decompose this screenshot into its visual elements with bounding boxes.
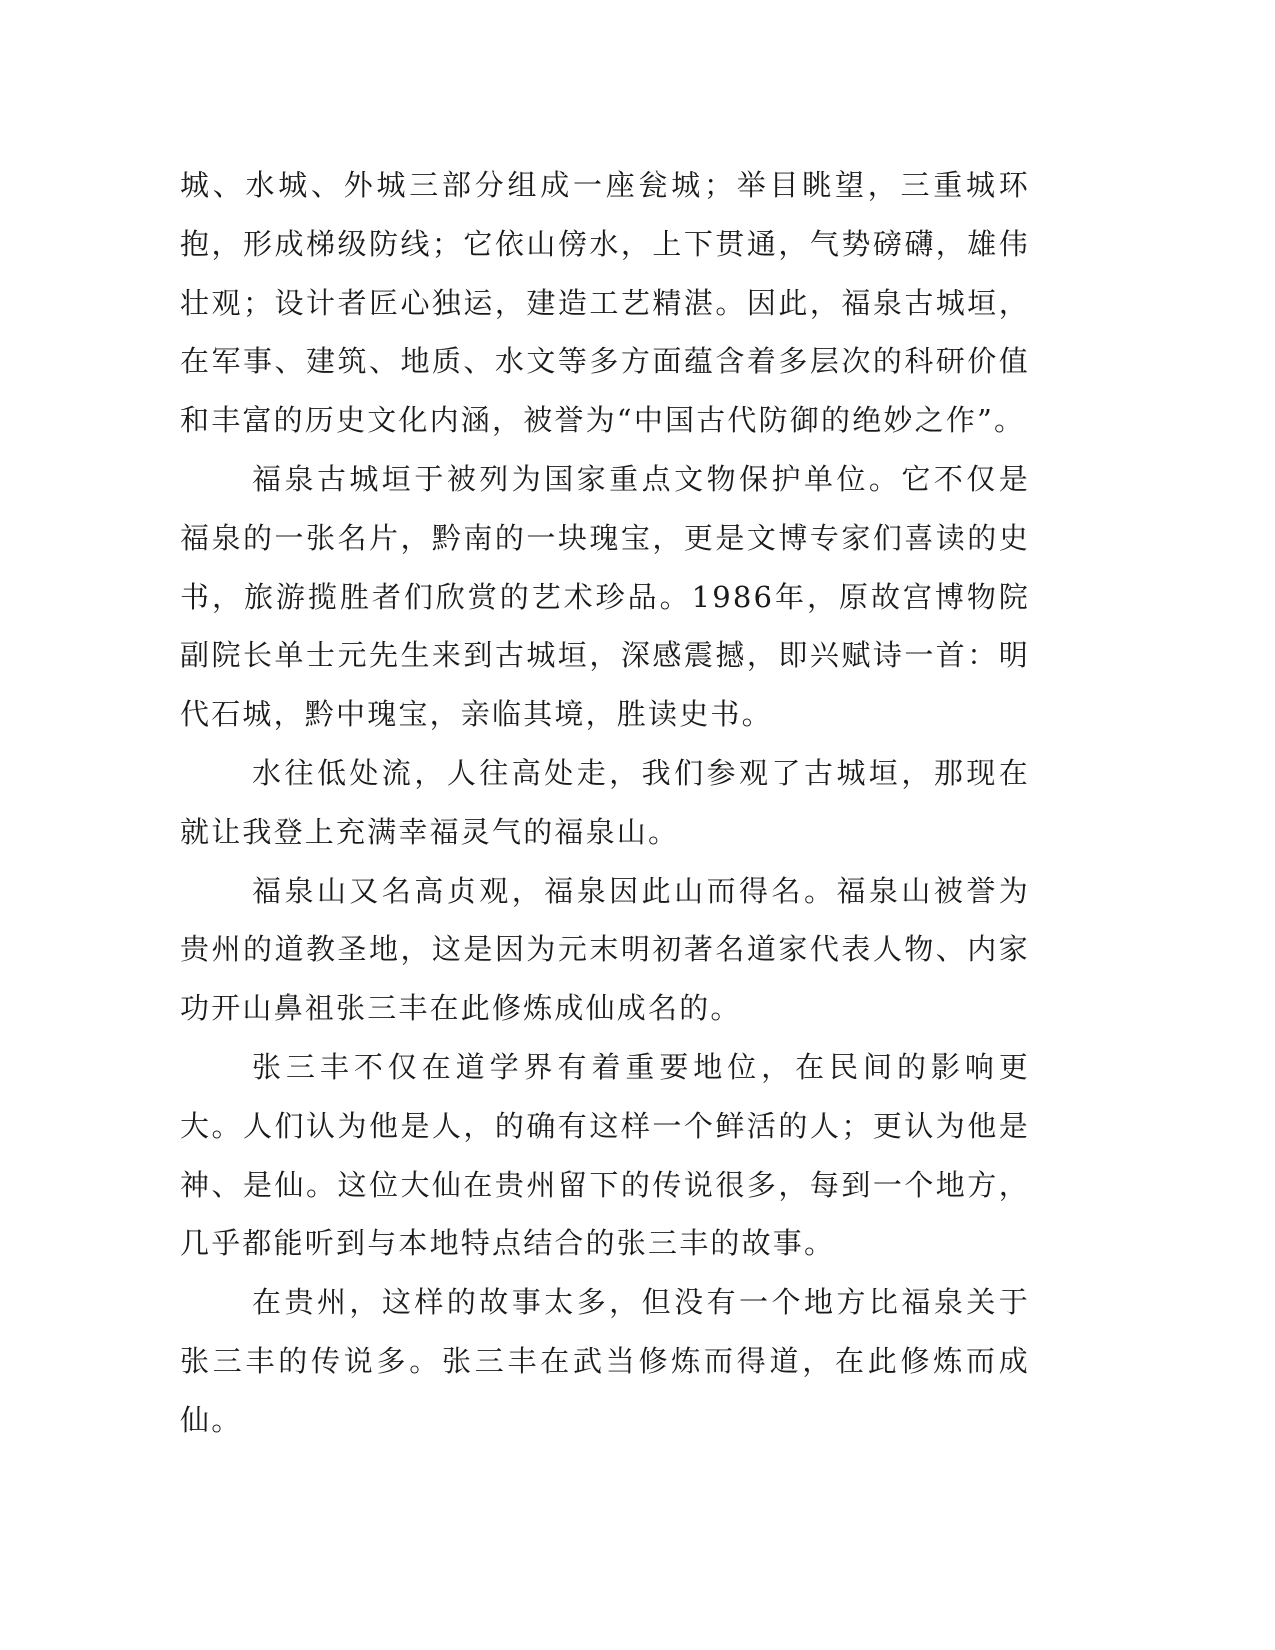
document-body xyxy=(180,156,1030,1450)
paragraph-1: 城、水城、外城三部分组成一座瓮城；举目眺望，三重城环抱，形成梯级防线；它依山傍水，上下贯通，气势磅礴，雄伟壮观；设计者匠心独运，建造工艺精湛。因此，福泉古城垣，在军事、建筑、地质、水文等多方面蕴含着多层次的科研价值和丰富的历史文化内涵，被誉为“中国古代防御的绝妙之作”。 xyxy=(180,168,1030,438)
paragraph-6: 在贵州，这样的故事太多，但没有一个地方比福泉关于张三丰的传说多。张三丰在武当修炼而得道，在此修炼而成仙。 xyxy=(180,1285,1030,1437)
paragraph-3: 水往低处流，人往高处走，我们参观了古城垣，那现在就让我登上充满幸福灵气的福泉山。 xyxy=(180,755,1030,849)
paragraph-2: 福泉古城垣于被列为国家重点文物保护单位。它不仅是福泉的一张名片，黔南的一块瑰宝，更是文博专家们喜读的史书，旅游揽胜者们欣赏的艺术珍品。1986年，原故宫博物院副院长单士元先生来到古城垣，深感震撼，即兴赋诗一首：明代石城，黔中瑰宝，亲临其境，胜读史书。 xyxy=(180,461,1030,732)
paragraph-4: 福泉山又名高贞观，福泉因此山而得名。福泉山被誉为贵州的道教圣地，这是因为元末明初著名道家代表人物、内家功开山鼻祖张三丰在此修炼成仙成名的。 xyxy=(180,873,1030,1026)
paragraph-5: 张三丰不仅在道学界有着重要地位，在民间的影响更大。人们认为他是人，的确有这样一个鲜活的人；更认为他是神、是仙。这位大仙在贵州留下的传说很多，每到一个地方，几乎都能听到与本地特点结合的张三丰的故事。 xyxy=(180,1049,1030,1261)
